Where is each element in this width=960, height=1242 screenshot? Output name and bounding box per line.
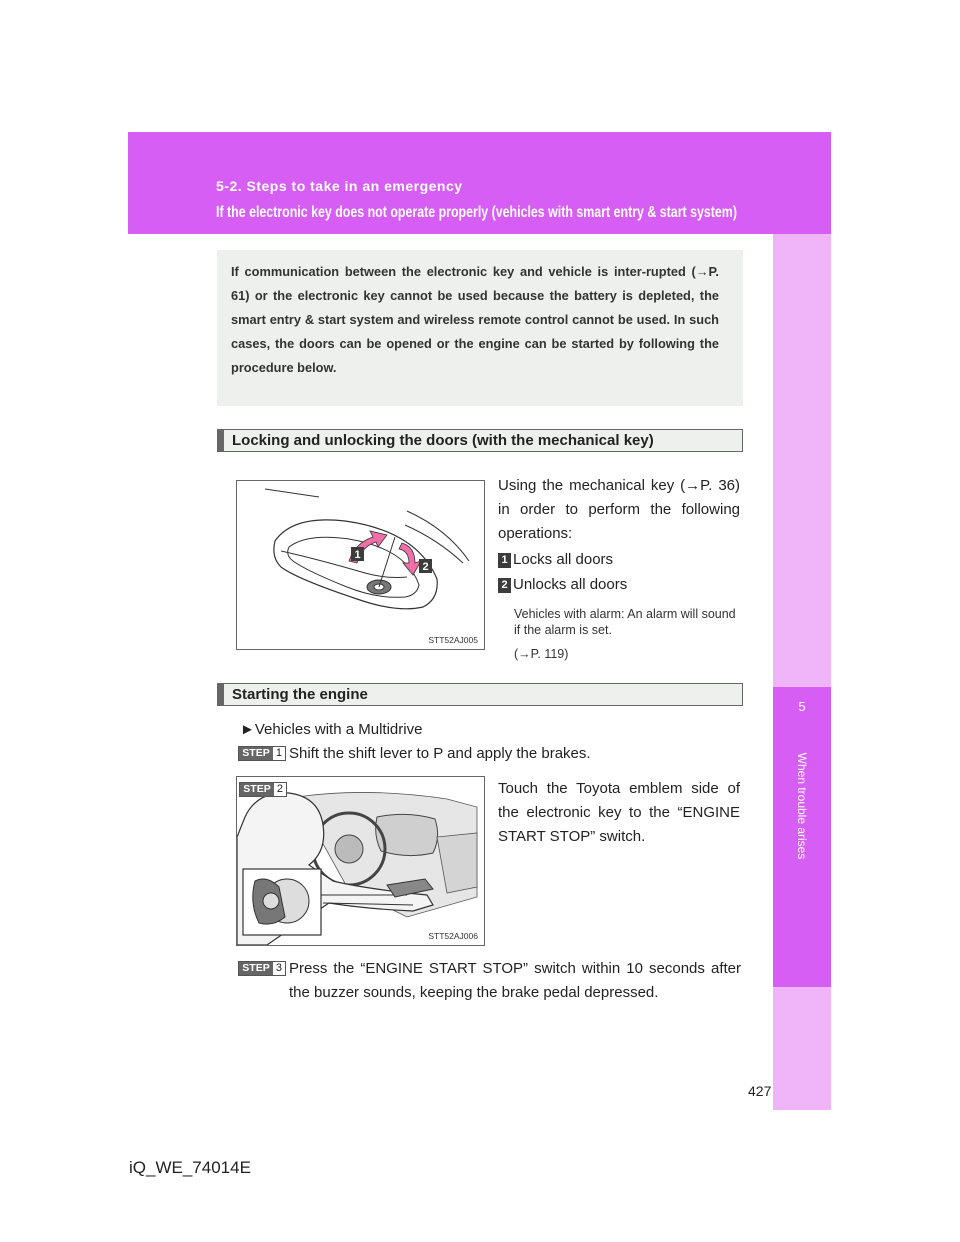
locking-description: Using the mechanical key (→P. 36) in order to perform the following operations: xyxy=(498,477,740,542)
chapter-side-tab xyxy=(773,234,831,1110)
page-subtitle: If the electronic key does not operate properly (vehicles with smart entry & start system) xyxy=(216,204,737,221)
item-number-badge: 1 xyxy=(498,553,511,568)
intro-text: If communication between the electronic key and vehicle is inter-rupted (→P. 61) or the electronic key cannot be used because the battery is depleted, the smart entry & start system and wireless remote control cannot be used. In such cases, the doors can be opened or the engine can be started by following the procedure below. xyxy=(231,264,719,375)
svg-text:1: 1 xyxy=(354,549,361,561)
intro-box xyxy=(217,250,743,406)
step-word: STEP xyxy=(239,962,273,975)
step-3-label xyxy=(238,961,286,976)
step-number: 2 xyxy=(276,783,283,795)
engine-heading xyxy=(217,683,743,706)
item-number-badge: 2 xyxy=(498,578,511,593)
alarm-note-ref: (→P. 119) xyxy=(514,647,569,661)
step-number: 1 xyxy=(275,747,282,759)
page-number: 427 xyxy=(748,1083,772,1099)
unlock-item xyxy=(498,573,627,597)
step-1-text: Shift the shift lever to P and apply the brakes. xyxy=(289,745,591,762)
step-word: STEP xyxy=(240,783,274,796)
section-title: 5-2. Steps to take in an emergency xyxy=(216,178,463,194)
svg-text:2: 2 xyxy=(422,561,429,573)
engine-heading-text: Starting the engine xyxy=(232,686,368,703)
figure-code-engine: STT52AJ006 xyxy=(428,931,478,941)
chapter-number: 5 xyxy=(798,699,806,714)
door-handle-illustration xyxy=(237,481,484,649)
engine-start-figure xyxy=(236,776,485,946)
door-handle-figure xyxy=(236,480,485,650)
step-3-text: Press the “ENGINE START STOP” switch within 10 seconds after the buzzer sounds, keeping the brake pedal depressed. xyxy=(289,960,741,1001)
step-1-label xyxy=(238,746,286,761)
lock-item xyxy=(498,548,613,572)
page-header xyxy=(128,132,831,234)
figure-code-door: STT52AJ005 xyxy=(428,635,478,645)
vehicle-variant: ►Vehicles with a Multidrive xyxy=(240,721,423,738)
step-2-text: Touch the Toyota emblem side of the electronic key to the “ENGINE START STOP” switch. xyxy=(498,780,740,845)
step-word: STEP xyxy=(239,747,273,760)
lock-item-text: Locks all doors xyxy=(513,551,614,568)
unlock-item-text: Unlocks all doors xyxy=(513,576,628,593)
step-number: 3 xyxy=(275,962,282,974)
step-2-label xyxy=(239,782,287,797)
chapter-title: When trouble arises xyxy=(795,752,809,860)
alarm-note: Vehicles with alarm: An alarm will sound if the alarm is set. xyxy=(514,607,736,637)
key-touch-illustration xyxy=(237,777,484,945)
locking-heading-text: Locking and unlocking the doors (with the mechanical key) xyxy=(232,432,654,449)
document-code: iQ_WE_74014E xyxy=(129,1158,251,1177)
locking-heading xyxy=(217,429,743,452)
